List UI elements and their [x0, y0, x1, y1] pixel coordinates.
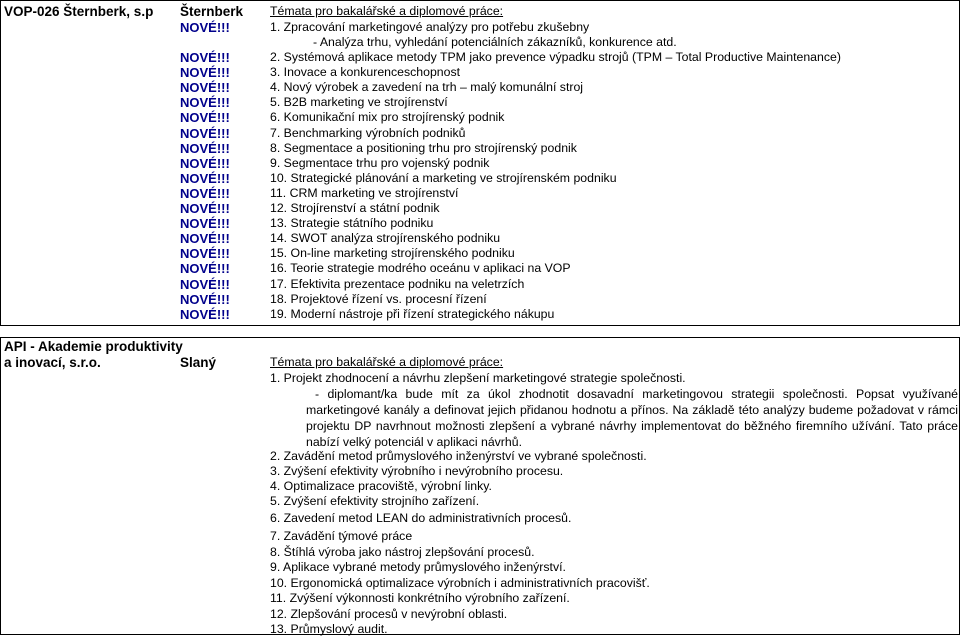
new-badge: NOVÉ!!! — [180, 50, 230, 65]
topic-item: 6. Komunikační mix pro strojírenský podnik — [270, 110, 505, 125]
new-badge: NOVÉ!!! — [180, 261, 230, 277]
section1-header: Témata pro bakalářské a diplomové práce: — [270, 4, 504, 18]
topic-item: 3. Inovace a konkurenceschopnost — [270, 65, 461, 80]
topic-item: 14. SWOT analýza strojírenského podniku — [270, 231, 501, 246]
new-badge: NOVÉ!!! — [180, 231, 230, 247]
topic-item: 1. Zpracování marketingové analýzy pro potřebu zkušebny — [270, 20, 590, 34]
topic-item: 13. Průmyslový audit. — [270, 622, 388, 636]
topic-item: 12. Zlepšování procesů v nevýrobní oblasti. — [270, 607, 508, 621]
new-badge: NOVÉ!!! — [180, 170, 230, 186]
topic-item: 1. Projekt zhodnocení a návrhu zlepšení marketingové strategie společnosti. — [270, 371, 686, 385]
topic-item: 6. Zavedení metod LEAN do administrativních procesů. — [270, 511, 572, 525]
topic-item: 4. Nový výrobek a zavedení na trh – malý komunální stroj — [270, 80, 584, 95]
new-badge: NOVÉ!!! — [180, 95, 230, 111]
topic-description-line: - diplomant/ka bude mít za úkol zhodnotit dosavadní marketingovou strategii společnosti. Popsat využívané — [315, 387, 958, 401]
city-slany: Slaný — [180, 355, 217, 370]
city-sternberk: Šternberk — [180, 4, 244, 19]
topic-item: 15. On-line marketing strojírenského podniku — [270, 246, 515, 261]
topic-item: 9. Segmentace trhu pro vojenský podnik — [270, 155, 490, 170]
topic-description-line: nabízí velký potenciál v aplikaci návrhů. — [306, 435, 522, 449]
new-badge: NOVÉ!!! — [180, 276, 230, 292]
topic-item: 13. Strategie státního podniku — [270, 216, 434, 231]
company-name-vop: VOP-026 Šternberk, s.p — [4, 4, 154, 19]
topic-item: 4. Optimalizace pracoviště, výrobní linky. — [270, 479, 492, 493]
topic-item: 5. B2B marketing ve strojírenství — [270, 95, 448, 110]
new-badge: NOVÉ!!! — [180, 216, 230, 232]
topic-item: 8. Segmentace a positioning trhu pro strojírenský podnik — [270, 140, 577, 155]
new-badge: NOVÉ!!! — [180, 110, 230, 126]
company-name-api-line2: a inovací, s.r.o. — [4, 355, 101, 370]
new-badge: NOVÉ!!! — [180, 140, 230, 156]
topic-item: 16. Teorie strategie modrého oceánu v aplikaci na VOP — [270, 261, 571, 276]
topic-item: 10. Ergonomická optimalizace výrobních i administrativních pracovišť. — [270, 576, 650, 590]
new-badge: NOVÉ!!! — [180, 246, 230, 262]
new-badge: NOVÉ!!! — [180, 80, 230, 96]
topic-item: 17. Efektivita prezentace podniku na veletrzích — [270, 276, 525, 291]
new-badge: NOVÉ!!! — [180, 155, 230, 171]
topic-item: 8. Štíhlá výroba jako nástroj zlepšování procesů. — [270, 545, 535, 559]
topic-item: 11. Zvýšení výkonnosti konkrétního výrobního zařízení. — [270, 591, 570, 605]
new-badge: NOVÉ!!! — [180, 65, 230, 81]
new-badge: NOVÉ!!! — [180, 291, 230, 307]
topic-description-line: marketingové kanály a definovat jejich přidanou hodnotu a přínos. Na základě této analýzy budeme požadovat v rámci — [306, 403, 958, 417]
topic-item: 19. Moderní nástroje při řízení strategického nákupu — [270, 306, 555, 321]
topic-item: 2. Zavádění metod průmyslového inženýrství ve vybrané společnosti. — [270, 449, 647, 463]
topic-item: 2. Systémová aplikace metody TPM jako prevence výpadku strojů (TPM – Total Productive Maintenance) — [270, 50, 841, 64]
new-badge: NOVÉ!!! — [180, 125, 230, 141]
topic-item: 11. CRM marketing ve strojírenství — [270, 185, 459, 200]
topic-item: 5. Zvýšení efektivity strojního zařízení. — [270, 494, 480, 508]
new-badge: NOVÉ!!! — [180, 185, 230, 201]
topic-item: 9. Aplikace vybrané metody průmyslového inženýrství. — [270, 560, 566, 574]
section2-header: Témata pro bakalářské a diplomové práce: — [270, 355, 504, 369]
topic-item: 10. Strategické plánování a marketing ve strojírenském podniku — [270, 170, 617, 185]
new-badge: NOVÉ!!! — [180, 201, 230, 216]
topic-description-line: projektu DP navrhnout možnosti zlepšení a vybrané návrhy implementovat do běžného firemního užívání. Tato práce — [306, 419, 958, 433]
new-badge: NOVÉ!!! — [180, 20, 230, 35]
topic-item: 7. Benchmarking výrobních podniků — [270, 125, 466, 140]
topic-item: 7. Zavádění týmové práce — [270, 529, 413, 543]
company-name-api-line1: API - Akademie produktivity — [4, 339, 183, 354]
topic-sub-item: - Analýza trhu, vyhledání potenciálních zákazníků, konkurence atd. — [313, 35, 677, 49]
new-badge: NOVÉ!!! — [180, 306, 230, 322]
topic-item: 3. Zvýšení efektivity výrobního i nevýrobního procesu. — [270, 464, 564, 478]
topic-item: 18. Projektové řízení vs. procesní řízení — [270, 291, 487, 306]
topic-item: 12. Strojírenství a státní podnik — [270, 201, 440, 215]
